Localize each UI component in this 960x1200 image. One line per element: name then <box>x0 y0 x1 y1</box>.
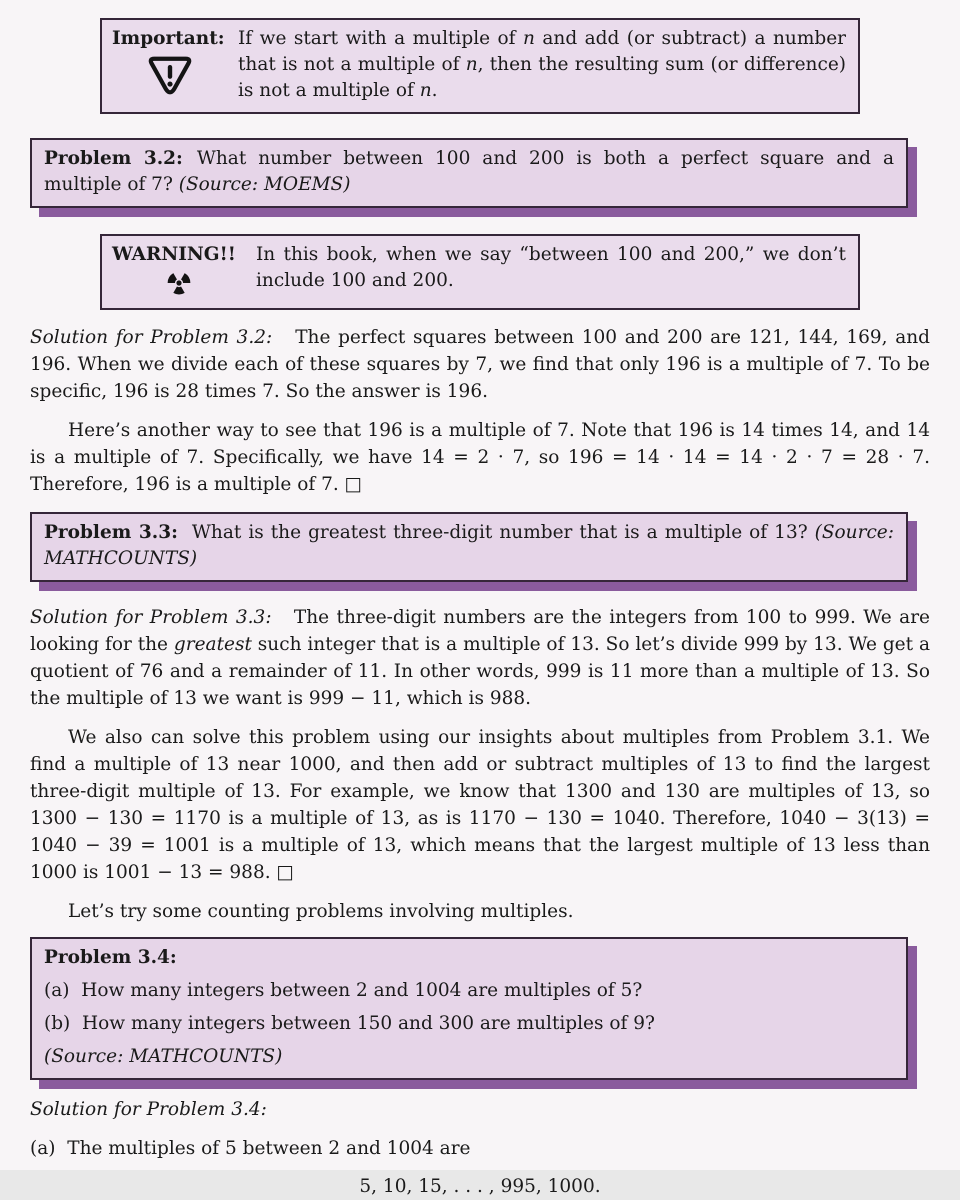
important-text: If we start with a multiple of n and add (or subtract) a number that is not a multiple of n, then the resulting sum (or difference) is not a multiple of n. <box>238 28 847 101</box>
problem-3-2-text: What number between 100 and 200 is both a perfect square and a multiple of 7? (Source: MOEMS) <box>44 148 895 195</box>
problem-3-4-item-a: (a) How many integers between 2 and 1004 are multiples of 5? <box>44 980 643 1001</box>
problem-3-4-label-line <box>44 945 894 971</box>
solution-3-4-item-a: (a) The multiples of 5 between 2 and 1004 are <box>30 1138 471 1159</box>
problem-3-2-statement <box>44 146 894 198</box>
alert-triangle-icon <box>147 54 193 100</box>
solution-3-3-paragraph-2: We also can solve this problem using our insights about multiples from Problem 3.1. We find a multiple of 13 near 1000, and then add or subtract multiples of 13 to find the largest three-digit multiple of 13. For example, we know that 1300 and 130 are multiples of 13, so 1300 − 130 = 1170 is a multiple of 13, as is 1170 − 130 = 1040. Therefore, 1040 − 3(13) = 1040 − 39 = 1001 is a multiple of 13, which means that the largest multiple of 13 less than 1000 is 1001 − 13 = 988. □ <box>30 727 930 883</box>
solution-3-3-paragraph-1: Solution for Problem 3.3: The three-digit numbers are the integers from 100 to 999. We are looking for the greatest such integer that is a multiple of 13. So let’s divide 999 by 13. We get a quotient of 76 and a remainder of 11. In other words, 999 is 11 more than a multiple of 13. So the multiple of 13 we want is 999 − 11, which is 988. <box>30 607 930 709</box>
solution-3-2-paragraph-2: Here’s another way to see that 196 is a multiple of 7. Note that 196 is 14 times 14, and 14 is a multiple of 7. Specifically, we have 14 = 2 · 7, so 196 = 14 · 14 = 14 · 2 · 7 = 28 · 7. Therefore, 196 is a multiple of 7. □ <box>30 420 930 495</box>
radiation-icon <box>166 270 192 300</box>
solution-3-4-heading: Solution for Problem 3.4: <box>30 1099 267 1120</box>
problem-3-3-label: Problem 3.3: <box>44 522 178 543</box>
problem-3-3-box <box>30 512 908 582</box>
problem-3-4-label: Problem 3.4: <box>44 947 177 968</box>
important-label-column <box>112 26 228 104</box>
solution-3-4-equation: 5, 10, 15, . . . , 995, 1000. <box>359 1176 601 1197</box>
problem-3-2-label: Problem 3.2: <box>44 148 183 169</box>
important-label: Important: <box>112 28 225 49</box>
problem-3-4-box <box>30 937 908 1080</box>
solution-3-2-paragraph-1: Solution for Problem 3.2: The perfect squares between 100 and 200 are 121, 144, 169, and 196. When we divide each of these squares by 7, we find that only 196 is a multiple of 7. To be specific, 196 is 28 times 7. So the answer is 196. <box>30 327 930 402</box>
warning-label-column <box>112 242 246 300</box>
warning-label: WARNING!! <box>112 244 236 265</box>
warning-callout <box>100 234 860 310</box>
problem-3-4-source: (Source: MATHCOUNTS) <box>44 1046 283 1067</box>
problem-3-4-item-b: (b) How many integers between 150 and 300 are multiples of 9? <box>44 1013 655 1034</box>
important-callout <box>100 18 860 114</box>
problem-3-2-box <box>30 138 908 208</box>
lead-in-sentence: Let’s try some counting problems involving multiples. <box>68 901 574 922</box>
problem-3-3-statement <box>44 520 894 572</box>
problem-3-3-text: What is the greatest three-digit number that is a multiple of 13? (Source: MATHCOUNTS) <box>44 522 894 569</box>
warning-text: In this book, when we say “between 100 and 200,” we don’t include 100 and 200. <box>256 244 846 291</box>
